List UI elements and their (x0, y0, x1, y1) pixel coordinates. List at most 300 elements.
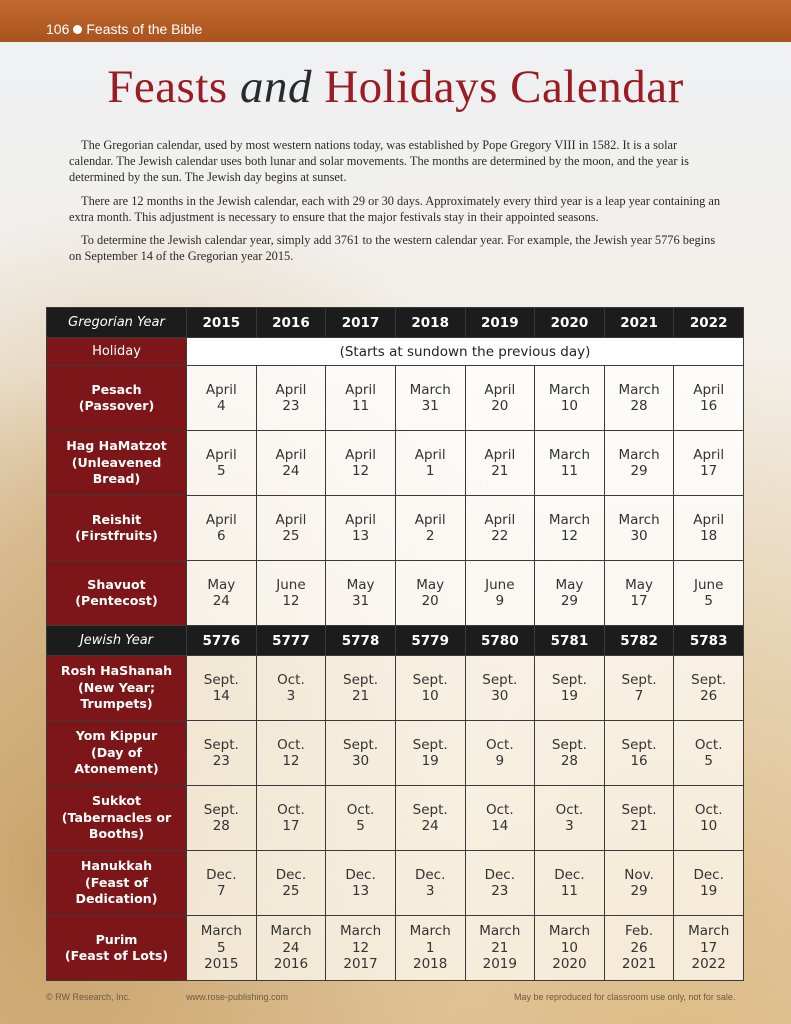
date-month: March (409, 923, 451, 940)
date-day: 3 (565, 818, 574, 834)
date-day: 3 (425, 883, 435, 899)
date-day: 26 (700, 688, 718, 704)
date-cell (535, 496, 605, 561)
date-month: Oct. (277, 736, 305, 753)
date-month: April (484, 446, 516, 463)
date-day: 13 (351, 528, 370, 544)
date-month: Sept. (621, 736, 657, 753)
date-month: Sept. (691, 671, 727, 688)
holiday-name-line: Pesach (91, 381, 142, 397)
date-month: March (200, 923, 242, 940)
title-feasts: Feasts (107, 61, 228, 113)
date-cell (535, 721, 605, 786)
date-month: March (618, 511, 660, 528)
date-year: 2021 (621, 956, 657, 973)
date-day: 11 (560, 463, 579, 479)
year-cell: 5782 (604, 626, 674, 656)
date-cell (256, 561, 326, 626)
date-cell (674, 721, 744, 786)
date-day: 24 (282, 463, 300, 479)
date-day: 12 (351, 463, 370, 479)
date-day: 25 (282, 883, 300, 899)
date-day: 1 (425, 939, 435, 956)
date-cell (604, 786, 674, 851)
holiday-name-line: Booths) (88, 826, 145, 842)
date-day: 9 (495, 593, 505, 609)
date-day: 14 (491, 818, 509, 834)
date-day: 6 (217, 528, 226, 544)
date-day: 14 (212, 688, 230, 704)
date-cell (326, 656, 396, 721)
holiday-row (47, 496, 744, 561)
date-cell (465, 916, 535, 981)
date-month: March (688, 923, 730, 940)
date-month: May (625, 576, 654, 593)
holiday-name (47, 786, 187, 851)
date-cell (465, 786, 535, 851)
holiday-row (47, 786, 744, 851)
date-cell (465, 656, 535, 721)
date-cell (395, 366, 465, 431)
date-year: 2022 (691, 956, 726, 973)
book-title: Feasts of the Bible (86, 21, 203, 37)
date-day: 28 (560, 753, 579, 769)
date-day: 10 (560, 939, 579, 956)
date-day: 5 (704, 593, 713, 609)
holiday-name (47, 366, 187, 431)
date-year: 2015 (204, 956, 239, 973)
date-cell (674, 656, 744, 721)
date-day: 5 (217, 939, 226, 956)
date-month: April (205, 446, 237, 463)
date-month: May (207, 576, 236, 593)
date-day: 19 (421, 753, 439, 769)
intro-paragraph: There are 12 months in the Jewish calendar, each with 29 or 30 days. Approximately every third year is a leap year containing an extra month. This adjustment is necessary to ensure that the major festivals stay in their appointed seasons. (69, 193, 721, 224)
date-month: Oct. (555, 801, 584, 818)
date-cell (604, 496, 674, 561)
holiday-name (47, 916, 187, 981)
date-cell (535, 561, 605, 626)
date-month: March (479, 923, 521, 940)
date-month: April (275, 381, 307, 398)
date-cell (187, 561, 257, 626)
date-cell (674, 561, 744, 626)
date-day: 29 (630, 883, 648, 899)
date-month: Dec. (275, 866, 307, 883)
holiday-name (47, 496, 187, 561)
holiday-row (47, 431, 744, 496)
year-cell: 5777 (256, 626, 326, 656)
date-month: Sept. (343, 671, 379, 688)
date-month: March (270, 923, 312, 940)
date-day: 31 (421, 398, 439, 414)
date-day: 17 (630, 593, 648, 609)
date-month: April (693, 511, 725, 528)
date-month: Sept. (203, 671, 239, 688)
date-month: April (205, 381, 237, 398)
row-label: Gregorian Year (47, 308, 187, 338)
page-title (0, 60, 791, 114)
date-cell (256, 496, 326, 561)
holiday-name (47, 656, 187, 721)
year-cell: 2018 (395, 308, 465, 338)
date-year: 2018 (413, 956, 448, 973)
date-day: 4 (217, 398, 226, 414)
date-month: Oct. (277, 671, 305, 688)
date-month: March (339, 923, 382, 940)
date-day: 12 (560, 528, 579, 544)
jewish-year-row (47, 626, 744, 656)
date-month: Dec. (484, 866, 516, 883)
date-day: 21 (491, 463, 509, 479)
year-cell: 2016 (256, 308, 326, 338)
date-cell (326, 561, 396, 626)
date-cell (187, 786, 257, 851)
date-day: 12 (282, 593, 300, 609)
holiday-name-line: (Feast of (85, 874, 148, 890)
date-day: 24 (421, 818, 439, 834)
date-day: 25 (282, 528, 300, 544)
date-month: Oct. (277, 801, 305, 818)
date-month: May (346, 576, 375, 593)
holiday-name-line: Bread) (92, 471, 141, 487)
holiday-name-line: (Feast of Lots) (64, 948, 169, 963)
date-year: 2019 (482, 956, 517, 973)
date-day: 24 (212, 593, 230, 609)
holiday-note-row (47, 338, 744, 366)
holiday-name-line: Shavuot (87, 576, 146, 592)
holiday-name-line: Dedication) (75, 891, 158, 907)
date-cell (674, 366, 744, 431)
feasts-calendar-table (46, 307, 744, 981)
date-month: Sept. (551, 671, 587, 688)
date-day: 9 (495, 753, 505, 769)
date-day: 23 (491, 883, 509, 899)
year-cell: 5779 (395, 626, 465, 656)
date-cell (674, 851, 744, 916)
date-month: Sept. (412, 671, 448, 688)
date-day: 11 (351, 398, 370, 414)
page-number: 106 (46, 21, 70, 37)
date-day: 20 (491, 398, 509, 414)
date-month: June (485, 576, 515, 593)
date-cell (465, 431, 535, 496)
date-day: 5 (704, 753, 713, 769)
date-day: 16 (700, 398, 718, 414)
date-month: March (548, 446, 591, 463)
date-month: Sept. (551, 736, 587, 753)
date-cell (604, 851, 674, 916)
footer-website[interactable]: www.rose-publishing.com (186, 992, 289, 1002)
date-day: 7 (634, 688, 644, 704)
date-cell (465, 366, 535, 431)
date-cell (535, 916, 605, 981)
date-day: 19 (560, 688, 579, 704)
date-month: Sept. (203, 801, 239, 818)
date-cell (604, 366, 674, 431)
date-cell (187, 366, 257, 431)
date-month: Feb. (624, 923, 654, 940)
date-month: April (345, 511, 376, 528)
date-month: March (618, 446, 660, 463)
gregorian-year-row (47, 308, 744, 338)
date-day: 10 (700, 818, 718, 834)
date-cell (256, 366, 326, 431)
date-cell (674, 786, 744, 851)
date-month: June (276, 576, 306, 593)
date-cell (395, 721, 465, 786)
date-month: Sept. (621, 801, 657, 818)
date-day: 30 (630, 528, 648, 544)
title-holidays-calendar: Holidays Calendar (324, 61, 684, 113)
date-cell (395, 916, 465, 981)
holiday-name-line: Trumpets) (80, 696, 153, 712)
date-cell (465, 851, 535, 916)
date-day: 18 (700, 528, 718, 544)
footer-copyright: © RW Research, Inc. (46, 992, 131, 1002)
date-cell (395, 496, 465, 561)
date-month: Sept. (482, 671, 518, 688)
date-month: April (484, 511, 516, 528)
date-month: Dec. (206, 866, 237, 883)
year-cell: 2015 (187, 308, 257, 338)
date-day: 17 (700, 463, 718, 479)
holiday-name-line: (New Year; (77, 679, 156, 695)
date-cell (465, 561, 535, 626)
holiday-row (47, 851, 744, 916)
date-month: April (414, 446, 446, 463)
date-cell (187, 431, 257, 496)
date-month: March (548, 511, 591, 528)
date-day: 29 (560, 593, 579, 609)
date-month: March (548, 381, 591, 398)
date-cell (326, 366, 396, 431)
holiday-name-line: Sukkot (91, 793, 142, 809)
top-bar (0, 0, 791, 42)
date-day: 30 (491, 688, 509, 704)
holiday-name-line: Purim (95, 931, 138, 947)
date-cell (395, 561, 465, 626)
holiday-row (47, 916, 744, 981)
date-cell (674, 496, 744, 561)
date-day: 28 (630, 398, 648, 414)
sundown-note: (Starts at sundown the previous day) (187, 338, 744, 366)
date-day: 1 (425, 463, 435, 479)
year-cell: 5783 (674, 626, 744, 656)
date-month: Nov. (624, 866, 654, 883)
date-day: 31 (351, 593, 370, 609)
date-cell (187, 916, 257, 981)
date-month: March (618, 381, 660, 398)
date-month: Sept. (621, 671, 657, 688)
year-cell: 5781 (535, 626, 605, 656)
date-month: June (693, 576, 724, 593)
holiday-name (47, 851, 187, 916)
date-day: 11 (560, 883, 579, 899)
date-day: 16 (630, 753, 648, 769)
date-cell (256, 721, 326, 786)
date-cell (535, 851, 605, 916)
date-cell (256, 851, 326, 916)
date-day: 12 (351, 939, 370, 956)
date-cell (256, 786, 326, 851)
date-month: Dec. (554, 866, 585, 883)
date-day: 21 (630, 818, 648, 834)
date-cell (604, 561, 674, 626)
date-day: 13 (351, 883, 370, 899)
holiday-name-line: (Firstfruits) (75, 528, 158, 543)
year-cell: 5776 (187, 626, 257, 656)
date-day: 23 (212, 753, 230, 769)
date-cell (395, 656, 465, 721)
date-cell (326, 916, 396, 981)
date-month: April (275, 446, 307, 463)
date-month: Sept. (412, 736, 448, 753)
year-cell: 2022 (674, 308, 744, 338)
date-month: Sept. (343, 736, 379, 753)
date-cell (604, 721, 674, 786)
date-day: 10 (560, 398, 579, 414)
date-month: April (693, 381, 725, 398)
date-cell (326, 431, 396, 496)
holiday-name-line: Rosh HaShanah (60, 663, 173, 679)
date-cell (256, 916, 326, 981)
date-cell (535, 786, 605, 851)
date-month: April (414, 511, 446, 528)
date-month: Oct. (485, 736, 514, 753)
footer-notice: May be reproduced for classroom use only, not for sale. (514, 992, 736, 1002)
date-day: 29 (630, 463, 648, 479)
holiday-name-line: (Day of (90, 744, 143, 760)
year-cell: 2017 (326, 308, 396, 338)
date-month: Oct. (346, 801, 375, 818)
holiday-label: Holiday (47, 338, 187, 366)
date-cell (326, 786, 396, 851)
date-day: 26 (630, 939, 648, 956)
date-day: 5 (217, 463, 226, 479)
date-cell (535, 366, 605, 431)
date-cell (465, 721, 535, 786)
holiday-name (47, 561, 187, 626)
holiday-name-line: (Pentecost) (75, 593, 158, 608)
holiday-name-line: Atonement) (74, 761, 159, 777)
date-cell (187, 851, 257, 916)
date-year: 2020 (552, 956, 587, 973)
date-month: Dec. (693, 866, 724, 883)
intro-paragraph: The Gregorian calendar, used by most western nations today, was established by Pope Gregory VIII in 1582. It is a solar calendar. The Jewish calendar uses both lunar and solar movements. The months are determined by the moon, and the year is determined by the sun. The Jewish day begins at sunset. (69, 138, 689, 185)
intro-text (69, 137, 721, 271)
date-day: 2 (425, 528, 435, 544)
date-cell (326, 851, 396, 916)
date-cell (604, 916, 674, 981)
year-cell: 2021 (604, 308, 674, 338)
date-cell (395, 851, 465, 916)
date-cell (604, 656, 674, 721)
date-month: April (693, 446, 725, 463)
date-year: 2016 (273, 956, 309, 973)
year-cell: 2019 (465, 308, 535, 338)
date-month: April (275, 511, 307, 528)
intro-paragraph: To determine the Jewish calendar year, simply add 3761 to the western calendar year. For example, the Jewish year 5776 begins on September 14 of the Gregorian year 2015. (69, 233, 716, 264)
date-day: 12 (282, 753, 300, 769)
holiday-name-line: (Unleavened (71, 454, 162, 470)
holiday-name-line: (Passover) (78, 398, 155, 413)
holiday-name (47, 721, 187, 786)
date-month: Dec. (345, 866, 376, 883)
date-month: Dec. (414, 866, 446, 883)
date-day: 17 (700, 939, 718, 956)
holiday-name-line: Hag HaMatzot (66, 438, 167, 454)
holiday-name-line: Hanukkah (80, 858, 153, 874)
date-month: Sept. (412, 801, 448, 818)
date-day: 5 (356, 818, 365, 834)
bullet-dot-icon (73, 25, 82, 34)
date-day: 23 (282, 398, 300, 414)
holiday-row (47, 366, 744, 431)
date-day: 24 (282, 939, 300, 956)
date-day: 10 (421, 688, 439, 704)
date-cell (674, 916, 744, 981)
date-day: 28 (212, 818, 230, 834)
date-day: 20 (421, 593, 439, 609)
row-label: Jewish Year (47, 626, 187, 656)
holiday-row (47, 656, 744, 721)
holiday-name-line: Yom Kippur (75, 728, 158, 744)
year-cell: 5780 (465, 626, 535, 656)
date-day: 19 (700, 883, 718, 899)
year-cell: 5778 (326, 626, 396, 656)
date-month: April (345, 446, 376, 463)
date-cell (395, 786, 465, 851)
date-cell (604, 431, 674, 496)
date-month: Oct. (694, 736, 723, 753)
date-cell (395, 431, 465, 496)
date-cell (187, 721, 257, 786)
date-cell (256, 431, 326, 496)
running-header (46, 21, 202, 37)
date-month: Oct. (694, 801, 723, 818)
date-cell (256, 656, 326, 721)
date-cell (187, 656, 257, 721)
date-day: 17 (282, 818, 300, 834)
title-and: and (239, 61, 312, 113)
date-month: Sept. (203, 736, 239, 753)
date-month: Oct. (485, 801, 514, 818)
date-day: 7 (217, 883, 226, 899)
date-cell (535, 656, 605, 721)
holiday-name-line: Reishit (91, 511, 142, 527)
date-year: 2017 (343, 956, 378, 973)
date-month: May (416, 576, 445, 593)
holiday-name-line: (Tabernacles or (61, 809, 172, 825)
holiday-row (47, 721, 744, 786)
holiday-name (47, 431, 187, 496)
date-cell (187, 496, 257, 561)
date-cell (535, 431, 605, 496)
date-day: 21 (491, 939, 509, 956)
year-cell: 2020 (535, 308, 605, 338)
date-month: May (555, 576, 584, 593)
date-month: April (345, 381, 376, 398)
date-day: 21 (351, 688, 370, 704)
date-cell (674, 431, 744, 496)
date-day: 30 (351, 753, 370, 769)
holiday-row (47, 561, 744, 626)
date-day: 22 (491, 528, 509, 544)
date-month: March (548, 923, 591, 940)
date-month: April (205, 511, 237, 528)
date-cell (326, 496, 396, 561)
